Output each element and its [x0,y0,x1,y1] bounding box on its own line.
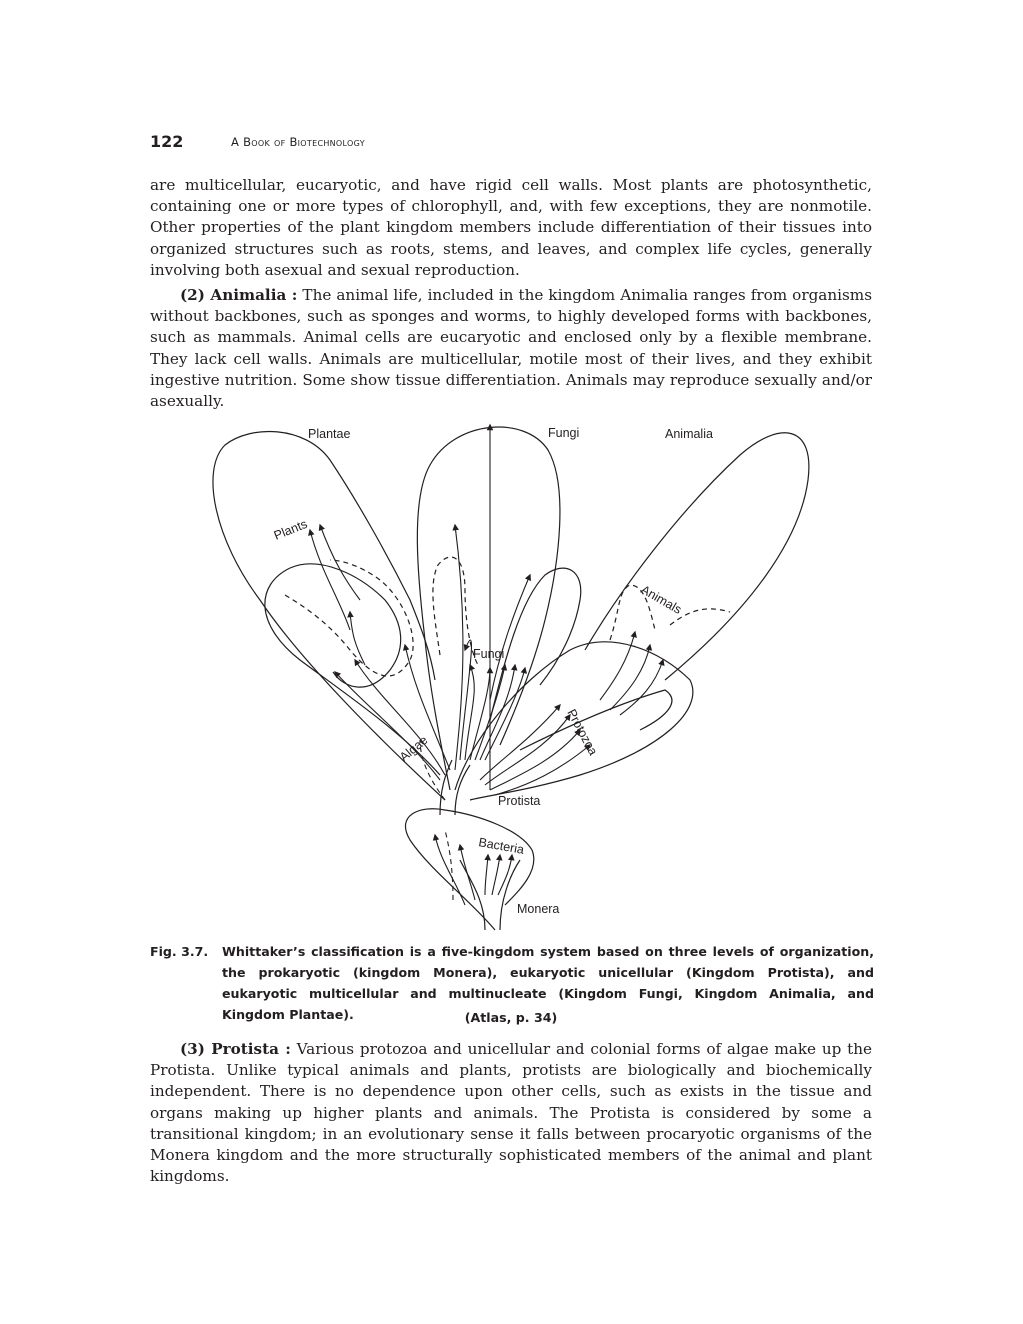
label-algae: Algae [396,733,431,765]
page-header [150,132,880,156]
fungi-arrow-1 [455,525,463,770]
animals-dashed-boundary [610,585,730,640]
paragraph-plants-continued: are multicellular, eucaryotic, and have rigid cell walls. Most plants are photosynthetic, containing one or more types of chlorophyll, and, with few exceptions, they are nonmotile. Other properties of the plant kingdom members include differentiation of their tissues into organized structures such as roots, stems, and leaves, and complex life cycles, generally involving both asexual and sexual reproduction. [150,176,872,279]
label-fungi-inner: Fungi [473,647,505,661]
animals-arrow-3 [620,660,663,715]
algae-arrow-1 [355,660,445,775]
paragraph-body-animalia: The animal life, included in the kingdom Animalia ranges from organisms without backbones, such as sponges and worms, to highly developed forms with backbones, such as mammals. Animal cells are eucaryotic and enclosed only by a flexible membrane. They lack cell walls. Animals are multicellular, motile most of their lives, and they exhibit ingestive nutrition. Some show tissue differentiation. Animals may reproduce sexually and/or asexually. [150,286,872,411]
plantae-boundary [213,431,445,800]
label-monera: Monera [517,902,560,916]
label-protozoa: Protozoa [564,706,601,758]
paragraph-heading-protista: (3) Protista : [180,1040,291,1058]
caption-source: (Atlas, p. 34) [464,1010,558,1025]
body-text-bottom [150,1039,872,1187]
protista-boundary [455,642,693,800]
paragraph-animalia [150,285,872,412]
label-protista: Protista [498,794,541,808]
body-text-top [150,175,872,412]
protozoa-arrow-2 [485,715,570,785]
bacteria-arrow-4 [492,855,500,895]
fungi-side-lobe [490,568,581,720]
monera-stem [460,860,520,930]
central-stem [440,760,470,815]
label-animalia: Animalia [665,427,713,441]
page-number: 122 [150,132,184,151]
fungi-arrow-3 [465,665,474,760]
paragraph-body-protista: Various protozoa and unicellular and colonial forms of algae make up the Protista. Unlike typical animals and plants, protists are biologically and biochemically independent. There is no dependence upon other cells, such as exists in the tissue and organs making up higher plants and animals. The Protista is considered by some a transitional kingdom; in an evolutionary sense it falls between procaryotic organisms of the Monera kingdom and the more structurally sophisticated members of the animal and plant kingdoms. [150,1040,872,1186]
fungi-dashed-boundary [433,557,478,665]
bacteria-arrow-1 [435,835,465,905]
protozoa-arrow-3 [490,730,580,790]
dashed-link-1 [445,830,453,900]
monera-boundary [405,809,533,930]
fungi-boundary [417,427,560,790]
dashed-link-2 [420,740,445,800]
fungi-arrow-2 [460,640,471,760]
label-plantae: Plantae [308,427,351,441]
label-bacteria: Bacteria [477,835,526,857]
fungi-arrow-8 [490,575,530,700]
fungi-arrow-5 [475,665,505,760]
fungi-arrow-6 [480,665,515,760]
bacteria-arrow-2 [460,845,475,900]
label-animals: Animals [638,582,685,617]
protozoa-arrow-1 [480,705,560,780]
bacteria-arrow-5 [498,855,512,895]
bacteria-arrow-3 [485,855,488,895]
caption-label: Fig. 3.7. [150,944,209,959]
animalia-boundary [585,433,809,680]
plants-dashed-boundary [285,560,413,676]
running-title: A Book of Biotechnology [231,135,365,149]
paragraph-heading-animalia: (2) Animalia : [180,286,298,305]
fungi-arrow-4 [470,668,490,760]
label-plants: Plants [271,516,310,543]
animals-arrow-2 [610,645,650,710]
protista-inner-curve [520,690,672,750]
protozoa-arrow-4 [495,745,590,795]
caption-text: Whittaker’s classification is a five-kingdom system based on three levels of organization, the prokaryotic (kingdom Monera), eukaryotic unicellular (Kingdom Protista), and eukaryotic multicellular and multinucleate (Kingdom Fungi, Kingdom Animalia, and Kingdom Plantae). [222,944,874,1022]
paragraph-protista [150,1039,872,1187]
label-fungi-top: Fungi [548,426,580,440]
plants-arrow-1 [310,530,350,630]
plants-arrow-2 [320,525,360,600]
fungi-arrow-7 [485,668,525,760]
plants-inner-lobe [265,564,440,775]
algae-arrow-2 [335,672,440,780]
algae-arrow-3 [405,645,450,770]
animals-arrow-1 [600,632,635,700]
plants-arrow-3 [350,612,365,665]
